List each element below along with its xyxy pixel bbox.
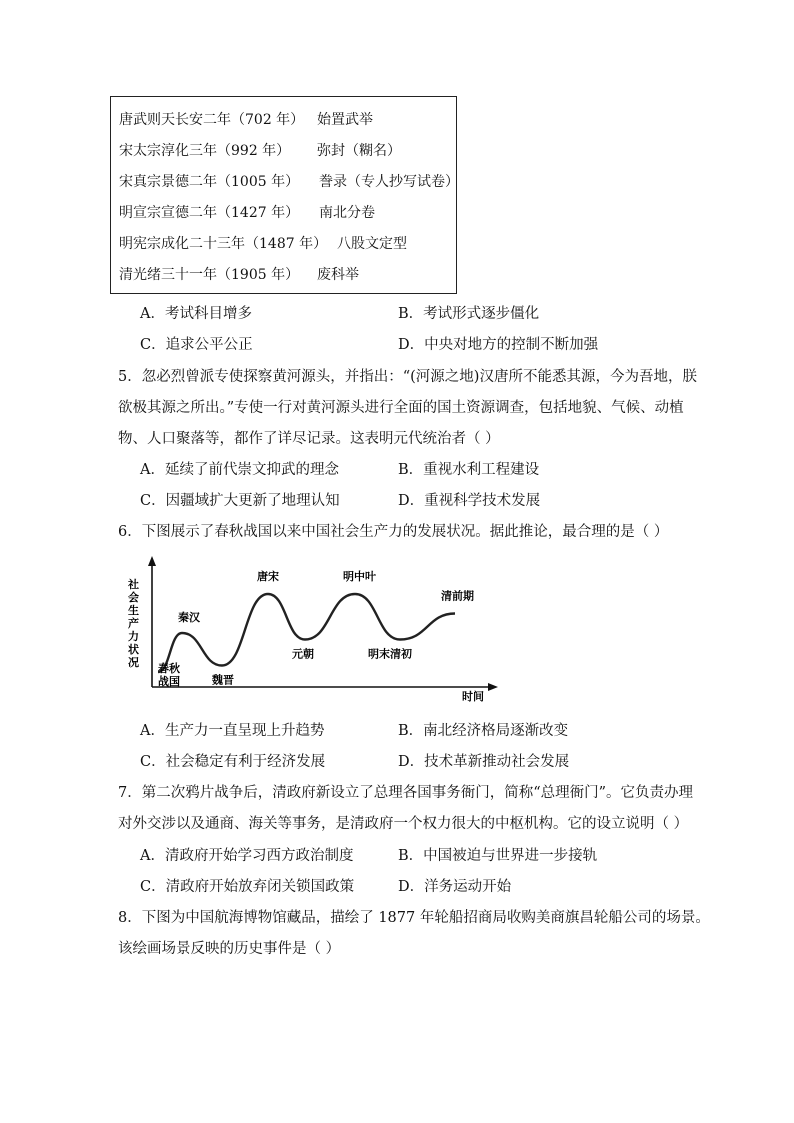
point-label: 明中叶 <box>343 570 376 583</box>
q7-stem-line: 7．第二次鸦片战争后，清政府新设立了总理各国事务衙门，简称“总理衙门”。它负责办理 <box>118 785 694 801</box>
q7-option-b[interactable]: B．中国被迫与世界进一步接轨 <box>398 848 598 864</box>
row-date: 宋真宗景德二年（1005 年） <box>119 174 300 190</box>
row-event: 八股文定型 <box>337 236 407 252</box>
q5-option-c[interactable]: C．因疆域扩大更新了地理认知 <box>140 493 340 509</box>
point-label: 唐宋 <box>257 570 279 583</box>
table-row <box>119 233 407 253</box>
q8-stem-line: 8．下图为中国航海博物馆藏品，描绘了 1877 年轮船招商局收购美商旗昌轮船公司的场景。 <box>118 910 710 926</box>
table-row <box>119 264 359 284</box>
row-date: 宋太宗淳化三年（992 年） <box>119 143 291 159</box>
row-date: 明宪宗成化二十三年（1487 年） <box>119 236 328 252</box>
q4-option-b[interactable]: B．考试形式逐步僵化 <box>398 306 540 322</box>
q7-option-d[interactable]: D．洋务运动开始 <box>398 879 512 895</box>
row-event: 弥封（糊名） <box>317 143 401 159</box>
exam-reform-table <box>110 96 457 294</box>
y-axis-label-char: 生 <box>128 604 139 617</box>
y-axis-label-char: 社 <box>128 578 139 591</box>
q5-stem-line: 5．忽必烈曾派专使探察黄河源头，并指出：“(河源之地)汉唐所不能悉其源，今为吾地，朕 <box>118 369 697 385</box>
q5-option-d[interactable]: D．重视科学技术发展 <box>398 493 541 509</box>
row-date: 明宣宗宣德二年（1427 年） <box>119 205 300 221</box>
q8-stem-line: 该绘画场景反映的历史事件是（ ） <box>118 941 341 957</box>
q4-option-c[interactable]: C．追求公平公正 <box>140 337 253 353</box>
row-event: 废科举 <box>317 267 359 283</box>
q6-option-a[interactable]: A．生产力一直呈现上升趋势 <box>140 723 325 739</box>
q6-stem-line: 6．下图展示了春秋战国以来中国社会生产力的发展状况。据此推论，最合理的是（ ） <box>118 524 669 540</box>
y-axis-label <box>127 577 139 669</box>
q6-option-b[interactable]: B．南北经济格局逐渐改变 <box>398 723 569 739</box>
y-axis-label-char: 况 <box>128 656 139 669</box>
q6-option-c[interactable]: C．社会稳定有利于经济发展 <box>140 754 326 770</box>
q5-option-b[interactable]: B．重视水利工程建设 <box>398 462 540 478</box>
point-label: 秦汉 <box>178 611 200 624</box>
table-row <box>119 171 459 191</box>
q5-stem-line: 欲极其源之所出。”专使一行对黄河源头进行全面的国土资源调查，包括地貌、气候、动植 <box>118 400 684 416</box>
row-event: 南北分卷 <box>319 205 375 221</box>
row-event: 誊录（专人抄写试卷） <box>319 174 459 190</box>
row-date: 唐武则天长安二年（702 年） <box>119 112 305 128</box>
q5-option-a[interactable]: A．延续了前代崇文抑武的理念 <box>140 462 339 478</box>
table-row <box>119 140 401 160</box>
point-label: 元朝 <box>292 647 314 661</box>
point-label: 明末清初 <box>368 647 412 661</box>
q4-option-a[interactable]: A．考试科目增多 <box>140 306 252 322</box>
y-axis-label-char: 产 <box>128 617 139 630</box>
row-event: 始置武举 <box>317 112 373 128</box>
point-label: 魏晋 <box>212 673 234 687</box>
table-row <box>119 109 373 129</box>
q4-option-d[interactable]: D．中央对地方的控制不断加强 <box>398 337 599 353</box>
q7-stem-line: 对外交涉以及通商、海关等事务，是清政府一个权力很大的中枢机构。它的设立说明（ ） <box>118 816 689 832</box>
q6-option-d[interactable]: D．技术革新推动社会发展 <box>398 754 570 770</box>
point-label: 清前期 <box>441 589 474 603</box>
row-date: 清光绪三十一年（1905 年） <box>119 267 300 283</box>
q7-option-c[interactable]: C．清政府开始放弃闭关锁国政策 <box>140 879 355 895</box>
y-axis-arrow <box>148 556 156 566</box>
q7-option-a[interactable]: A．清政府开始学习西方政治制度 <box>140 848 354 864</box>
x-axis-arrow <box>488 683 498 691</box>
q5-stem-line: 物、人口聚落等，都作了详尽记录。这表明元代统治者（ ） <box>118 431 500 447</box>
y-axis-label-char: 力 <box>128 630 139 643</box>
productivity-chart <box>120 552 510 707</box>
y-axis-label-char: 状 <box>128 643 139 656</box>
y-axis-label-char: 会 <box>128 591 139 604</box>
x-axis-label: 时间 <box>462 690 484 703</box>
point-label: 春秋战国 <box>158 662 180 688</box>
table-row <box>119 202 375 222</box>
